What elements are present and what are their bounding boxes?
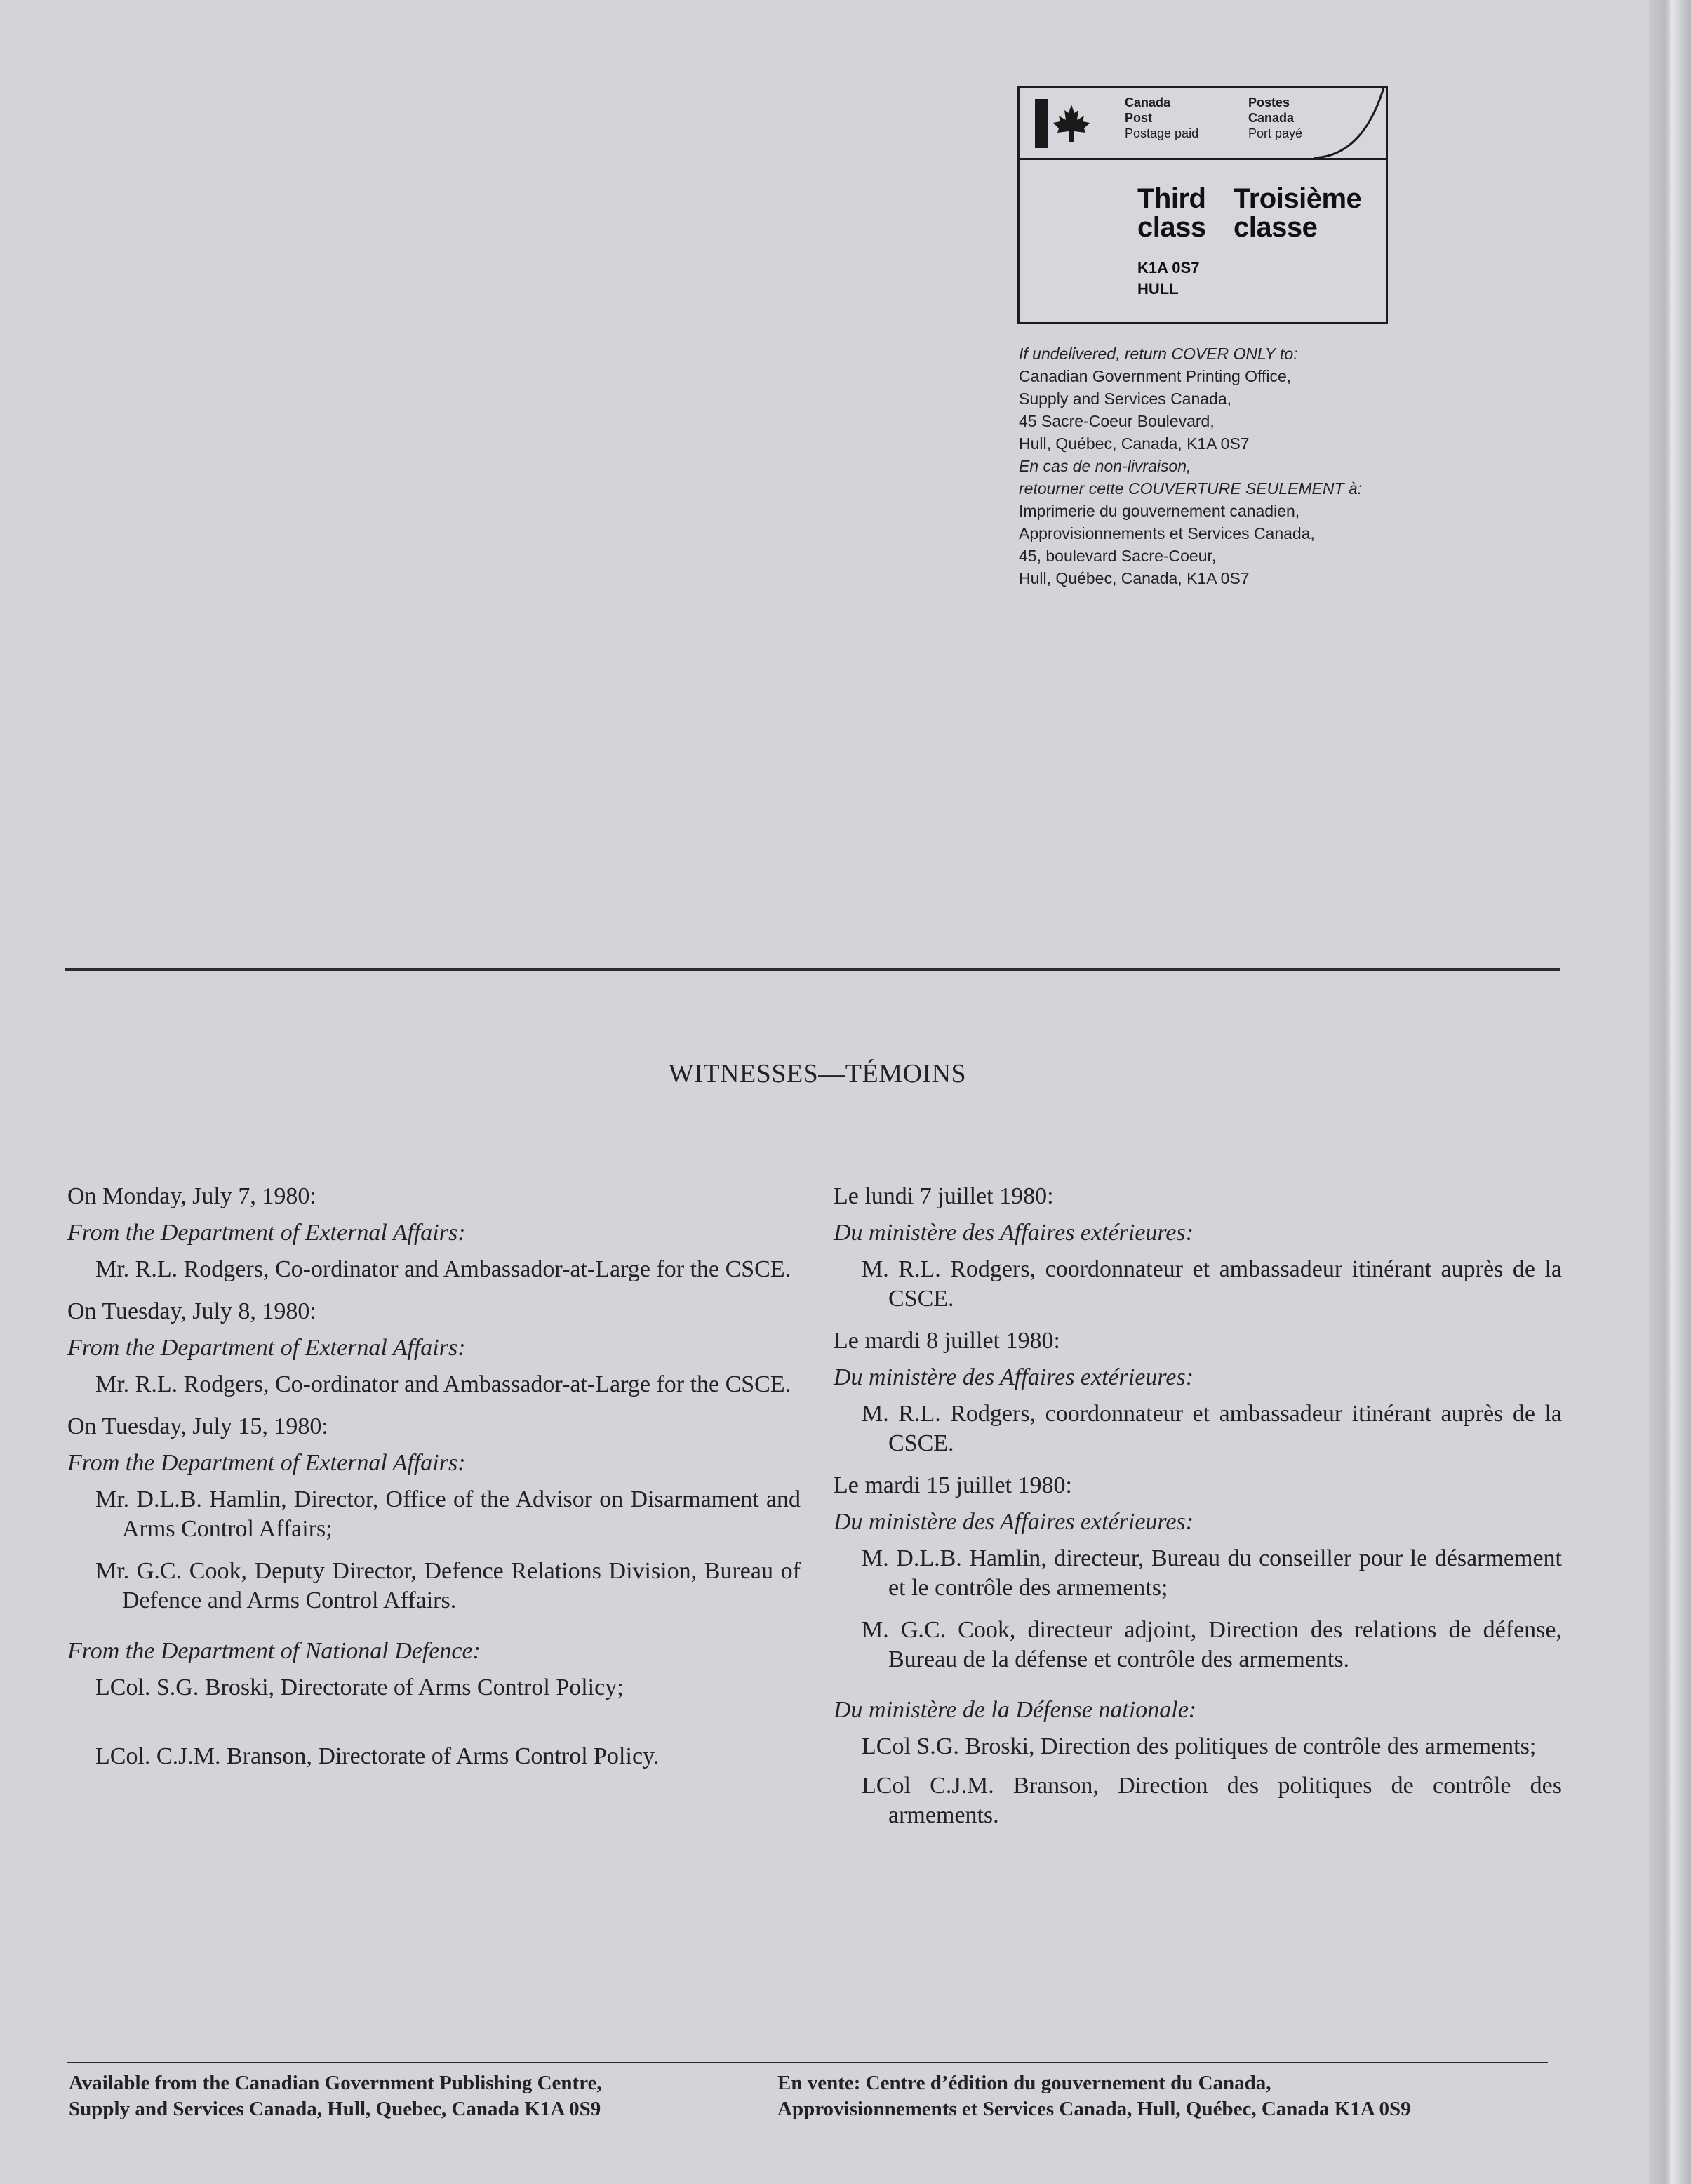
department: From the Department of External Affairs: bbox=[67, 1220, 466, 1246]
indicia-corner-curve bbox=[1314, 86, 1390, 160]
session-date: On Tuesday, July 15, 1980: bbox=[67, 1413, 328, 1439]
english-column bbox=[67, 1182, 801, 1784]
return-line: Hull, Québec, Canada, K1A 0S7 bbox=[1019, 434, 1250, 453]
department: From the Department of National Defence: bbox=[67, 1638, 481, 1664]
footer-line: Approvisionnements et Services Canada, Hull, Québec, Canada K1A 0S9 bbox=[777, 2098, 1411, 2120]
witness-entry: M. R.L. Rodgers, coordonnateur et ambassadeur itinérant auprès de la CSCE. bbox=[862, 1256, 1562, 1312]
return-line: Supply and Services Canada, bbox=[1019, 389, 1232, 408]
session-date: On Monday, July 7, 1980: bbox=[67, 1183, 316, 1209]
return-line: retourner cette COUVERTURE SEULEMENT à: bbox=[1019, 479, 1363, 498]
indicia-city: HULL bbox=[1137, 280, 1179, 298]
footer-french bbox=[777, 2070, 1411, 2122]
indicia-fr-line1: Postes bbox=[1248, 95, 1290, 109]
return-line: Hull, Québec, Canada, K1A 0S7 bbox=[1019, 569, 1250, 587]
session-date: On Tuesday, July 8, 1980: bbox=[67, 1298, 316, 1324]
department: Du ministère des Affaires extérieures: bbox=[834, 1220, 1194, 1246]
return-line: Imprimerie du gouvernement canadien, bbox=[1019, 502, 1300, 520]
top-rule bbox=[65, 968, 1560, 971]
indicia-divider bbox=[1020, 158, 1386, 160]
canada-flag-icon bbox=[1035, 99, 1097, 148]
footer-english bbox=[69, 2070, 602, 2122]
department: From the Department of External Affairs: bbox=[67, 1335, 466, 1361]
indicia-fr-block bbox=[1248, 95, 1302, 141]
class-en-line2: class bbox=[1137, 212, 1206, 243]
indicia-fr-line2: Canada bbox=[1248, 111, 1295, 125]
indicia-en-block bbox=[1125, 95, 1198, 141]
department: Du ministère des Affaires extérieures: bbox=[834, 1509, 1194, 1535]
witness-entry: LCol. S.G. Broski, Directorate of Arms Control Policy; bbox=[95, 1674, 624, 1700]
indicia-header bbox=[1020, 88, 1386, 158]
class-fr-line2: classe bbox=[1234, 212, 1318, 243]
indicia-en-line3: Postage paid bbox=[1125, 126, 1199, 140]
witness-entry: M. R.L. Rodgers, coordonnateur et ambassadeur itinérant auprès de la CSCE. bbox=[862, 1401, 1562, 1456]
return-line: Canadian Government Printing Office, bbox=[1019, 367, 1292, 385]
witness-entry: Mr. R.L. Rodgers, Co-ordinator and Ambassador-at-Large for the CSCE. bbox=[95, 1371, 791, 1397]
department: From the Department of External Affairs: bbox=[67, 1450, 466, 1476]
indicia-en-line1: Canada bbox=[1125, 95, 1171, 109]
department: Du ministère des Affaires extérieures: bbox=[834, 1364, 1194, 1390]
footer-line: Supply and Services Canada, Hull, Quebec, Canada K1A 0S9 bbox=[69, 2098, 601, 2120]
session-date: Le mardi 8 juillet 1980: bbox=[834, 1328, 1060, 1354]
footer-rule bbox=[67, 2062, 1548, 2063]
class-fr bbox=[1234, 185, 1361, 242]
class-fr-line1: Troisième bbox=[1234, 183, 1362, 214]
class-en-line1: Third bbox=[1137, 183, 1206, 214]
return-line: En cas de non-livraison, bbox=[1019, 457, 1191, 475]
footer-line: Available from the Canadian Government Publishing Centre, bbox=[69, 2072, 602, 2094]
indicia-fr-line3: Port payé bbox=[1248, 126, 1303, 140]
department: Du ministère de la Défense nationale: bbox=[834, 1697, 1197, 1723]
class-en bbox=[1137, 185, 1206, 242]
return-line: 45, boulevard Sacre-Coeur, bbox=[1019, 547, 1217, 565]
page-edge bbox=[1649, 0, 1691, 2184]
return-address bbox=[1019, 342, 1362, 590]
session-date: Le lundi 7 juillet 1980: bbox=[834, 1183, 1054, 1209]
witness-entry: M. D.L.B. Hamlin, directeur, Bureau du conseiller pour le désarmement et le contrôle des armements; bbox=[862, 1545, 1562, 1601]
french-column bbox=[834, 1182, 1562, 1843]
page-title: WITNESSES—TÉMOINS bbox=[668, 1059, 967, 1088]
witness-entry: LCol C.J.M. Branson, Direction des politiques de contrôle des armements. bbox=[862, 1773, 1562, 1828]
witness-entry: M. G.C. Cook, directeur adjoint, Direction des relations de défense, Bureau de la défense et contrôle des armements. bbox=[862, 1617, 1562, 1672]
indicia-postal-code: K1A 0S7 bbox=[1137, 259, 1200, 277]
return-line: Approvisionnements et Services Canada, bbox=[1019, 524, 1315, 542]
session-date: Le mardi 15 juillet 1980: bbox=[834, 1472, 1072, 1498]
witness-entry: LCol S.G. Broski, Direction des politiques de contrôle des armements; bbox=[862, 1733, 1537, 1759]
witness-entry: LCol. C.J.M. Branson, Directorate of Arms Control Policy. bbox=[95, 1743, 660, 1769]
footer-line: En vente: Centre d’édition du gouvernement du Canada, bbox=[777, 2072, 1271, 2094]
witness-entry: Mr. R.L. Rodgers, Co-ordinator and Ambassador-at-Large for the CSCE. bbox=[95, 1256, 791, 1282]
return-line: If undelivered, return COVER ONLY to: bbox=[1019, 345, 1298, 363]
indicia-en-line2: Post bbox=[1125, 111, 1153, 125]
postage-indicia bbox=[1017, 86, 1388, 324]
indicia-postal-block bbox=[1137, 258, 1199, 300]
witness-entry: Mr. D.L.B. Hamlin, Director, Office of the Advisor on Disarmament and Arms Control Affairs; bbox=[95, 1486, 801, 1542]
return-line: 45 Sacre-Coeur Boulevard, bbox=[1019, 412, 1215, 430]
witness-entry: Mr. G.C. Cook, Deputy Director, Defence Relations Division, Bureau of Defence and Arms Control Affairs. bbox=[95, 1558, 801, 1613]
